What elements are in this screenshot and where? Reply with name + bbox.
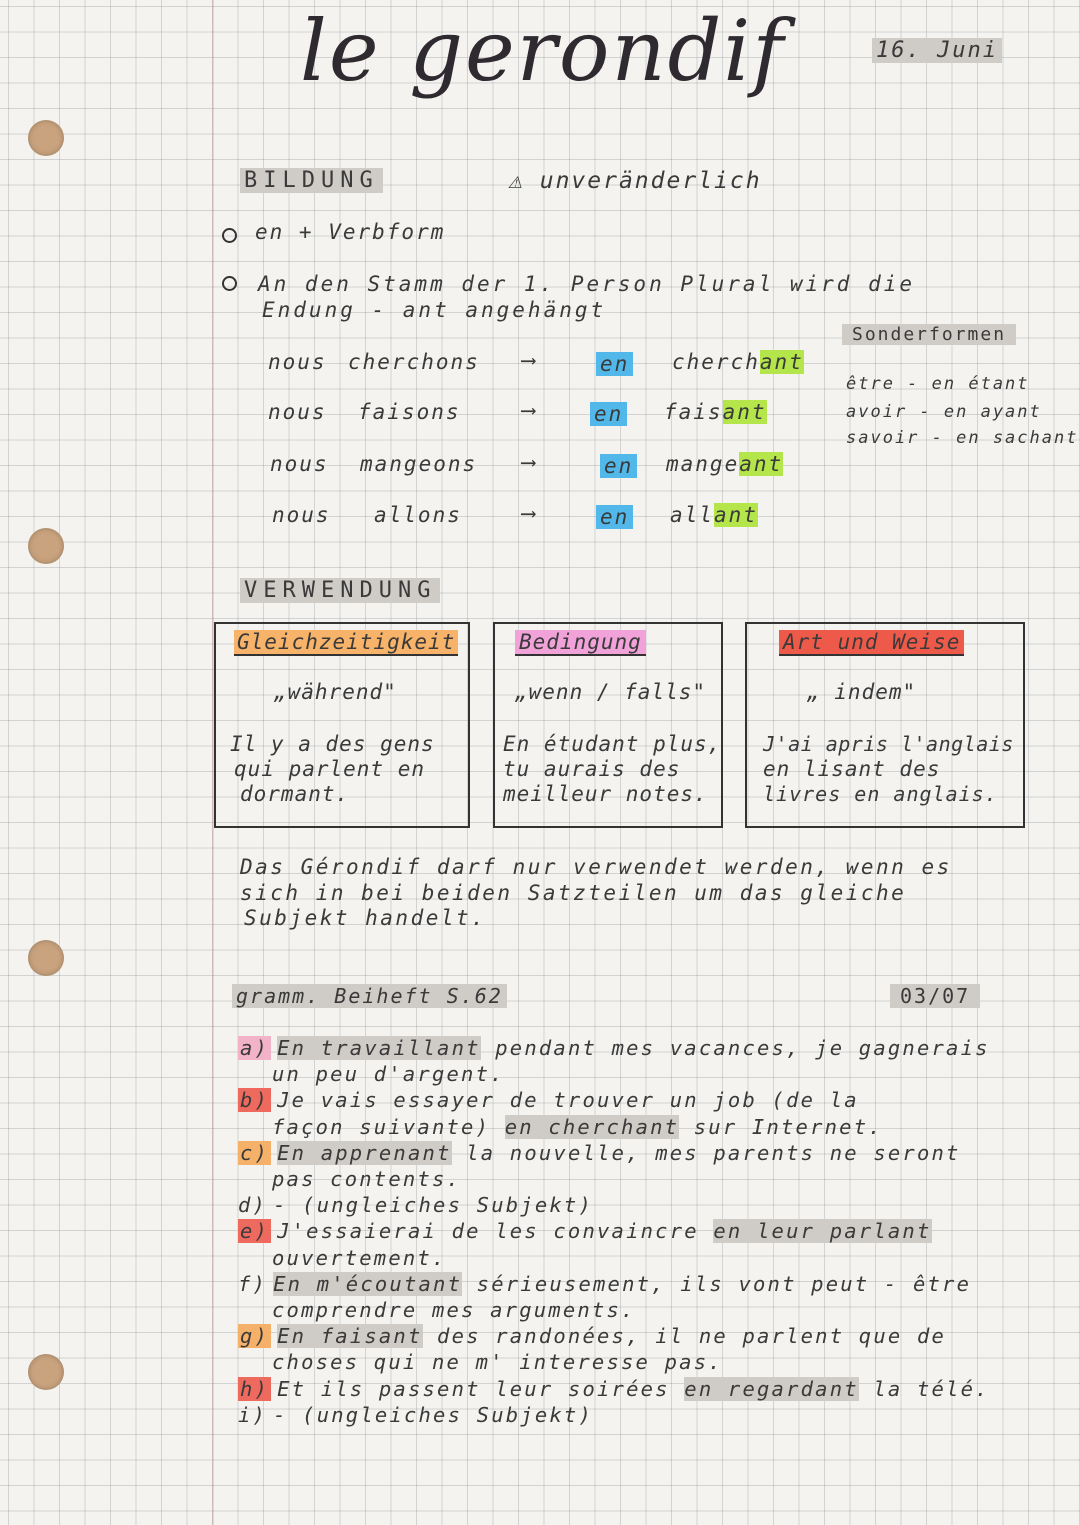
note-line: Subjekt handelt. xyxy=(244,906,487,930)
exercise-source: gramm. Beiheft S.62 xyxy=(232,984,507,1008)
punch-hole xyxy=(28,1354,64,1390)
exercise-text: choses qui ne m' interesse pas. xyxy=(272,1350,723,1375)
gerondif-highlight: en regardant xyxy=(684,1376,859,1401)
exercise-line xyxy=(238,1324,946,1348)
usage-box-title: Art und Weise xyxy=(779,630,964,656)
exercise-label: e) xyxy=(240,1219,270,1244)
warning-text: unveränderlich xyxy=(539,168,762,194)
usage-example-line: En étudant plus, xyxy=(503,732,722,756)
exercise-text: la nouvelle, mes parents ne seront xyxy=(451,1140,961,1165)
exercise-text: Je vais essayer de trouver un job (de la xyxy=(277,1088,859,1113)
ending: ant xyxy=(713,503,758,527)
gerondif-form xyxy=(666,452,783,476)
pronoun: nous xyxy=(268,350,327,374)
exercise-text: façon suivante) xyxy=(272,1114,505,1139)
gerondif-form xyxy=(672,350,804,374)
usage-box-title: Gleichzeitigkeit xyxy=(234,630,458,656)
usage-box-meaning: „ indem" xyxy=(807,680,917,704)
verwendung-heading: VERWENDUNG xyxy=(240,578,440,603)
page-title: le gerondif xyxy=(300,2,786,100)
sonderform-item: être - en étant xyxy=(846,374,1030,394)
bullet-icon xyxy=(222,228,237,243)
usage-example-line: tu aurais des xyxy=(503,757,681,781)
exercise-text: sérieusement, ils vont peut - être xyxy=(462,1271,972,1296)
sonderformen-heading: Sonderformen xyxy=(842,324,1016,345)
exercise-text: des randonées, il ne parlent que de xyxy=(422,1324,947,1349)
ending: ant xyxy=(759,350,804,374)
exercise-line xyxy=(238,1088,859,1112)
usage-example-line: dormant. xyxy=(240,782,350,806)
exercise-label: b) xyxy=(240,1088,270,1113)
gerondif-highlight: en leur parlant xyxy=(713,1219,932,1244)
exercise-line xyxy=(272,1167,461,1191)
arrow-icon: ⟶ xyxy=(522,450,537,474)
stem: fais xyxy=(664,400,723,424)
punch-hole xyxy=(28,528,64,564)
arrow-icon: ⟶ xyxy=(522,398,537,422)
verb-form: cherchons xyxy=(348,350,480,374)
exercise-line xyxy=(238,1272,971,1296)
punch-hole xyxy=(28,120,64,156)
pronoun: nous xyxy=(272,503,331,527)
usage-box-meaning: „wenn / falls" xyxy=(515,680,707,704)
exercise-text: la télé. xyxy=(858,1376,990,1401)
exercise-line xyxy=(238,1036,990,1060)
usage-box-bedingung xyxy=(493,622,723,828)
gerondif-highlight: En apprenant xyxy=(277,1140,452,1165)
exercise-text: - (ungleiches Subjekt) xyxy=(273,1193,594,1218)
exercise-label: g) xyxy=(240,1324,270,1349)
exercise-line xyxy=(238,1403,593,1427)
exercise-line xyxy=(272,1298,636,1322)
usage-example-line: en lisant des xyxy=(763,757,941,781)
usage-example-line: Il y a des gens xyxy=(230,732,435,756)
usage-box-gleichzeitigkeit xyxy=(214,622,470,828)
rule-1: en + Verbform xyxy=(255,220,446,244)
gerondif-highlight: En faisant xyxy=(277,1324,423,1349)
sonderform-item: avoir - en ayant xyxy=(846,402,1042,422)
usage-example-line: J'ai apris l'anglais xyxy=(763,732,1014,756)
punch-hole xyxy=(28,940,64,976)
exercise-text: ouvertement. xyxy=(272,1245,447,1270)
exercise-line xyxy=(272,1350,723,1374)
en-marker: en xyxy=(600,454,637,478)
exercise-line xyxy=(238,1377,990,1401)
usage-example-line: livres en anglais. xyxy=(763,782,998,806)
en-marker: en xyxy=(596,505,633,529)
warning-triangle-icon: ⚠ xyxy=(508,168,524,194)
exercise-text: Et ils passent leur soirées xyxy=(277,1376,685,1401)
rule-2-line-1: An den Stamm der 1. Person Plural wird die xyxy=(258,272,916,296)
gerondif-highlight: En m'écoutant xyxy=(273,1271,463,1296)
gerondif-highlight: En travaillant xyxy=(277,1036,481,1060)
exercise-label: c) xyxy=(240,1140,270,1165)
exercise-text: - (ungleiches Subjekt) xyxy=(273,1402,594,1427)
usage-example-line: qui parlent en xyxy=(234,757,426,781)
verb-form: faisons xyxy=(358,400,461,424)
gerondif-form xyxy=(664,400,767,424)
en-marker: en xyxy=(590,402,627,426)
usage-example-line: meilleur notes. xyxy=(503,782,708,806)
usage-box-art-und-weise xyxy=(745,622,1025,828)
verb-form: mangeons xyxy=(360,452,478,476)
note-line: Das Gérondif darf nur verwendet werden, wenn es xyxy=(240,855,952,879)
verb-form: allons xyxy=(374,503,462,527)
gerondif-highlight: en cherchant xyxy=(504,1114,680,1139)
exercise-line xyxy=(238,1193,593,1217)
ending: ant xyxy=(722,400,767,424)
exercise-date: 03/07 xyxy=(890,984,980,1008)
pronoun: nous xyxy=(270,452,329,476)
exercise-line xyxy=(272,1115,883,1139)
exercise-text: comprendre mes arguments. xyxy=(272,1298,636,1322)
usage-box-meaning: „während" xyxy=(274,680,397,704)
exercise-line xyxy=(238,1219,932,1243)
stem: cherch xyxy=(672,350,760,374)
exercise-label: h) xyxy=(240,1376,270,1401)
rule-2-line-2: Endung - ant angehängt xyxy=(262,298,607,322)
note-line: sich in bei beiden Satzteilen um das gleiche xyxy=(240,881,907,905)
exercise-text: sur Internet. xyxy=(679,1114,883,1139)
exercise-text: pas contents. xyxy=(272,1167,462,1191)
en-marker: en xyxy=(596,352,633,376)
arrow-icon: ⟶ xyxy=(522,348,537,372)
bullet-icon xyxy=(222,276,237,291)
exercise-label: f) xyxy=(238,1271,268,1296)
stem: mange xyxy=(666,452,740,476)
sonderform-item: savoir - en sachant xyxy=(846,428,1079,448)
exercise-line xyxy=(272,1246,447,1270)
exercise-text: J'essaierai de les convaincre xyxy=(277,1219,714,1244)
ending: ant xyxy=(739,452,784,476)
arrow-icon: ⟶ xyxy=(522,501,537,525)
exercise-line xyxy=(272,1062,505,1086)
stem: all xyxy=(670,503,714,527)
pronoun: nous xyxy=(268,400,327,424)
exercise-text: pendant mes vacances, je gagnerais xyxy=(480,1036,990,1060)
exercise-label: a) xyxy=(240,1036,270,1060)
usage-box-title: Bedingung xyxy=(515,630,646,656)
exercise-line xyxy=(238,1141,961,1165)
warning-note xyxy=(508,168,762,194)
exercise-text: un peu d'argent. xyxy=(272,1062,505,1087)
exercise-label: i) xyxy=(238,1402,268,1427)
bildung-heading: BILDUNG xyxy=(240,168,383,193)
exercise-label: d) xyxy=(238,1193,268,1218)
gerondif-form xyxy=(670,503,758,527)
date-label: 16. Juni xyxy=(872,38,1002,63)
